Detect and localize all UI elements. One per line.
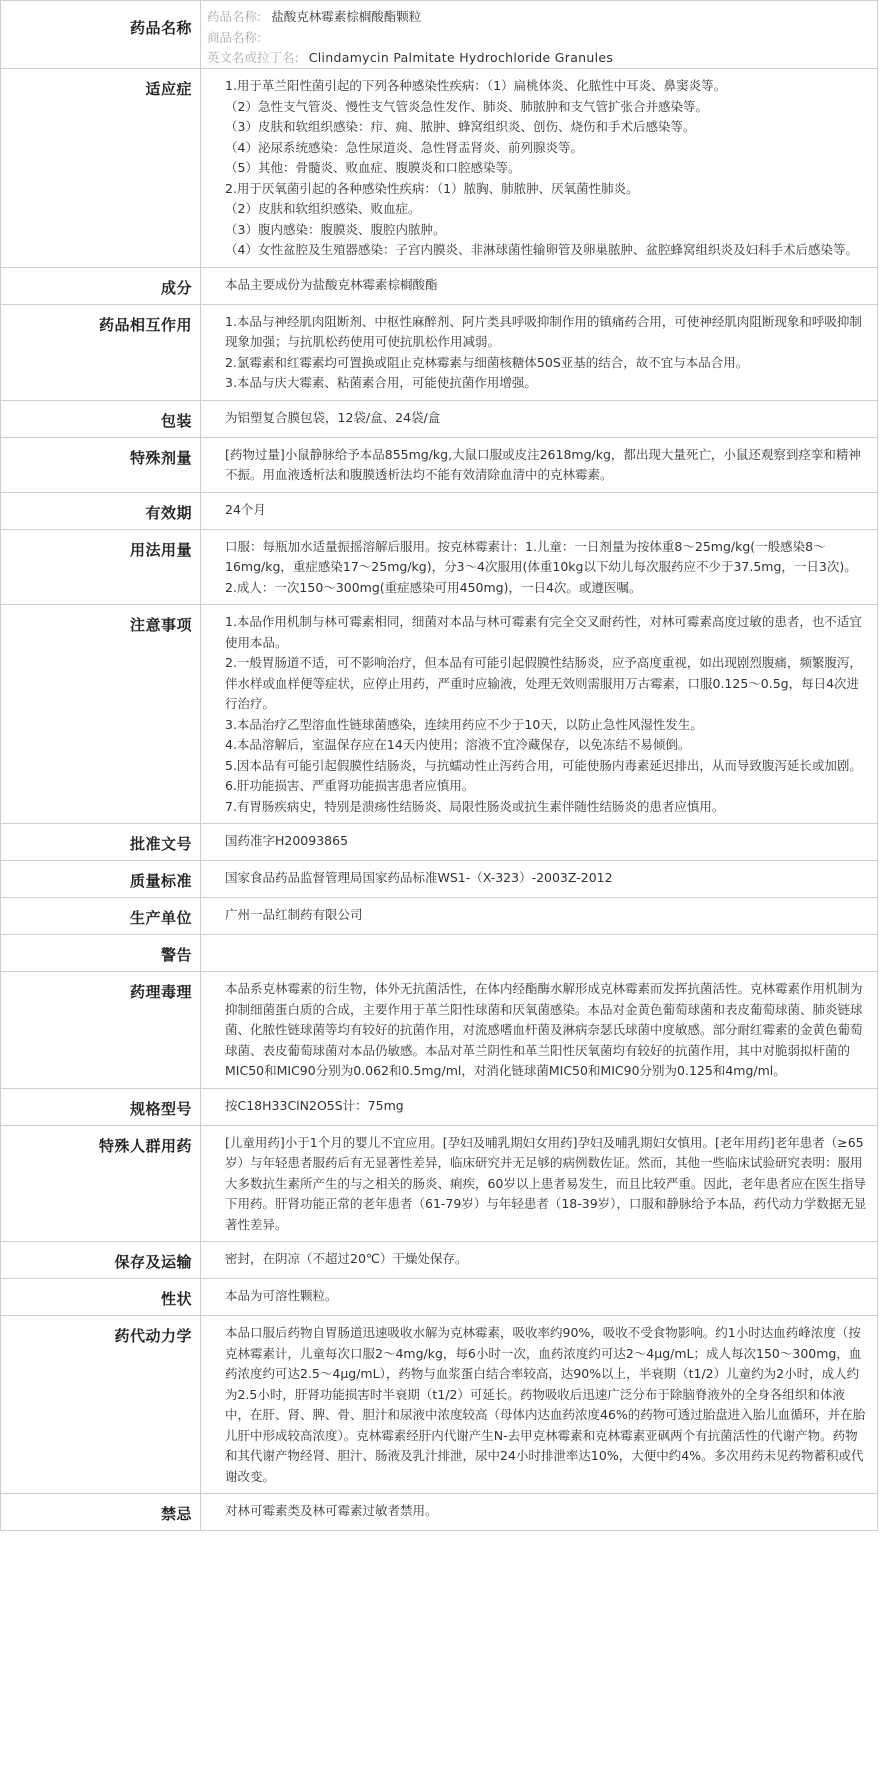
row-specification	[0, 1089, 878, 1126]
text-line: 4.本品溶解后，室温保存应在14天内使用；溶液不宜冷藏保存，以免冻结不易倾倒。	[225, 737, 691, 752]
value-interactions	[201, 305, 877, 400]
text-line: 为铝塑复合膜包袋，12袋/盒、24袋/盒	[225, 409, 441, 425]
text-line: 1.本品作用机制与林可霉素相同，细菌对本品与林可霉素有完全交叉耐药性，对林可霉素高度过敏的患者，也不适宜使用本品。	[225, 614, 862, 650]
value-contraindications	[201, 1494, 877, 1530]
text-line: 3.本品治疗乙型溶血性链球菌感染，连续用药应不少于10天，以防止急性风湿性发生。	[225, 716, 703, 732]
text-line: 本品系克林霉素的衍生物，体外无抗菌活性，在体内经酯酶水解形成克林霉素而发挥抗菌活性。克林霉素作用机制为抑制细菌蛋白质的合成，主要作用于革兰阳性球菌和厌氧菌感染。本品对金黄色葡萄球菌和表皮葡萄球菌、肺炎链球菌、化脓性链球菌等均有较好的抗菌作用，对流感嗜血杆菌及淋病奈瑟氏球菌中度敏感。部分耐红霉素的金黄色葡萄球菌、表皮葡萄球菌对本品仍敏感。本品对革兰阴性和革兰阳性厌氧菌均有较好的抗菌作用，其中对脆弱拟杆菌的MIC50和MIC90分别为0.062和0.5mg/ml，对消化链球菌MIC50和MIC90分别为0.125和4mg/ml。	[225, 981, 863, 1078]
text-line: 国家食品药品监督管理局国家药品标准WS1-（X-323）-2003Z-2012	[225, 870, 613, 885]
row-manufacturer	[0, 898, 878, 935]
label-specification: 规格型号	[1, 1089, 201, 1125]
text-line: 1.本品与神经肌肉阻断剂、中枢性麻醉剂、阿片类具呼吸抑制作用的镇痛药合用，可使神经肌肉阻断现象和呼吸抑制现象加强；与抗肌松药使用可使抗肌松作用减弱。	[225, 313, 862, 349]
label-indications: 适应症	[1, 69, 201, 267]
row-pharmacokinetics	[0, 1316, 878, 1494]
row-special-population	[0, 1126, 878, 1243]
value-dosage	[201, 530, 877, 605]
label-interactions: 药品相互作用	[1, 305, 201, 400]
label-pharmacology: 药理毒理	[1, 972, 201, 1088]
row-overdose	[0, 438, 878, 493]
text-line: （2）急性支气管炎、慢性支气管炎急性发作、肺炎、肺脓肿和支气管扩张合并感染等。	[225, 98, 708, 114]
label-overdose: 特殊剂量	[1, 438, 201, 492]
text-line: 对林可霉素类及林可霉素过敏者禁用。	[225, 1503, 438, 1518]
label-drug-name: 药品名称	[1, 1, 201, 68]
label-dosage: 用法用量	[1, 530, 201, 605]
value-pharmacology	[201, 972, 877, 1088]
label-manufacturer: 生产单位	[1, 898, 201, 934]
value-storage	[201, 1242, 877, 1278]
row-interactions	[0, 305, 878, 401]
label-special-population: 特殊人群用药	[1, 1126, 201, 1242]
text-line: 本品为可溶性颗粒。	[225, 1288, 338, 1303]
row-dosage	[0, 530, 878, 606]
value-precautions	[201, 605, 877, 823]
generic-name-value: 盐酸克林霉素棕榈酸酯颗粒	[271, 9, 422, 24]
value-ingredients	[201, 268, 877, 304]
text-line: 2.用于厌氧菌引起的各种感染性疾病：（1）脓胸、肺脓肿、厌氧菌性肺炎。	[225, 180, 639, 196]
text-line: （2）皮肤和软组织感染、败血症。	[225, 201, 421, 216]
label-precautions: 注意事项	[1, 605, 201, 823]
text-line: 2.氯霉素和红霉素均可置换或阻止克林霉素与细菌核糖体50S亚基的结合，故不宜与本品合用。	[225, 354, 749, 370]
text-line: 密封，在阴凉（不超过20℃）干燥处保存。	[225, 1251, 468, 1266]
text-line: （5）其他：骨髓炎、败血症、腹膜炎和口腔感染等。	[225, 160, 521, 175]
text-line: [药物过量]小鼠静脉给予本品855mg/kg,大鼠口服或皮注2618mg/kg，都出现大量死亡，小鼠还观察到痉挛和精神不振。用血液透析法和腹膜透析法均不能有效清除血清中的克林霉素。	[225, 446, 861, 482]
value-specification	[201, 1089, 877, 1125]
row-drug-name	[0, 1, 878, 69]
trade-name-key: 商品名称:	[207, 29, 262, 45]
label-contraindications: 禁忌	[1, 1494, 201, 1530]
value-quality	[201, 861, 877, 897]
text-line: （3）腹内感染：腹膜炎、腹腔内脓肿。	[225, 221, 446, 237]
text-line: 6.肝功能损害、严重肾功能损害患者应慎用。	[225, 778, 475, 793]
value-appearance	[201, 1279, 877, 1315]
value-drug-name	[201, 1, 877, 68]
label-pharmacokinetics: 药代动力学	[1, 1316, 201, 1493]
value-overdose	[201, 438, 877, 492]
row-packaging	[0, 401, 878, 438]
text-line: 24个月	[225, 501, 266, 517]
text-line: （4）女性盆腔及生殖器感染：子宫内膜炎、非淋球菌性输卵管及卵巢脓肿、盆腔蜂窝组织炎及妇科手术后感染等。	[225, 242, 858, 257]
row-validity	[0, 493, 878, 530]
label-validity: 有效期	[1, 493, 201, 529]
text-line: 5.因本品有可能引起假膜性结肠炎，与抗蠕动性止泻药合用，可能使肠内毒素延迟排出，从而导致腹泻延长或加剧。	[225, 757, 862, 773]
text-line: 2.成人：一次150～300mg(重症感染可用450mg)，一日4次。或遵医嘱。	[225, 579, 642, 595]
english-name-value: Clindamycin Palmitate Hydrochloride Granules	[308, 50, 614, 65]
row-approval	[0, 824, 878, 861]
text-line: [儿童用药]小于1个月的婴儿不宜应用。[孕妇及哺乳期妇女用药]孕妇及哺乳期妇女慎用。[老年用药]老年患者（≥65岁）与年轻患者服药后有无显著性差异，临床研究并无足够的病例数佐证。然而，其他一些临床试验研究表明：服用大多数抗生素所产生的与之相关的肠炎、痢疾，60岁以上患者易发生，而且比较严重。因此，老年患者应在医生指导下用药。肝肾功能正常的老年患者（61-79岁）与年轻患者（18-39岁），口服和静脉给予本品，药代动力学数据无显著性差异。	[225, 1134, 867, 1232]
label-ingredients: 成分	[1, 268, 201, 304]
label-quality: 质量标准	[1, 861, 201, 897]
value-packaging	[201, 401, 877, 437]
row-indications	[0, 69, 878, 268]
text-line: 按C18H33ClN2O5S计：75mg	[225, 1097, 404, 1113]
row-storage	[0, 1242, 878, 1279]
label-approval: 批准文号	[1, 824, 201, 860]
row-ingredients	[0, 268, 878, 305]
row-pharmacology	[0, 972, 878, 1089]
text-line: 国药准字H20093865	[225, 833, 349, 848]
value-special-population	[201, 1126, 877, 1242]
text-line: 7.有胃肠疾病史，特别是溃疡性结肠炎、局限性肠炎或抗生素伴随性结肠炎的患者应慎用。	[225, 798, 725, 814]
text-line: 本品主要成份为盐酸克林霉素棕榈酸酯	[225, 276, 438, 292]
value-manufacturer	[201, 898, 877, 934]
text-line: 本品口服后药物自胃肠道迅速吸收水解为克林霉素，吸收率约90%，吸收不受食物影响。约1小时达血药峰浓度（按克林霉素计，儿童每次口服2～4mg/kg，每6小时一次，血药浓度约可达2～4μg/mL；成人每次150～300mg，血药浓度约可达2.5～4μg/mL），药物与血浆蛋白结合率较高，达90%以上，半衰期（t1/2）儿童约为2小时，成人约为2.5小时，肝肾功能损害时半衰期（t1/2）可延长。药物吸收后迅速广泛分布于除脑脊液外的全身各组织和体液中，在肝、肾、脾、骨、胆汁和尿液中浓度较高（母体内达血药浓度46%的药物可透过胎盘进入胎儿血循环，并在胎儿肝中形成较高浓度）。克林霉素经肝内代谢产生N-去甲克林霉素和克林霉素亚砜两个有抗菌活性的代谢产物。药物和其代谢产物经肾、胆汁、肠液及乳汁排泄，尿中24小时排泄率达10%，大便中约4%。多次用药未见药物蓄积或代谢改变。	[225, 1325, 866, 1484]
row-precautions	[0, 605, 878, 824]
label-packaging: 包装	[1, 401, 201, 437]
value-indications	[201, 69, 877, 267]
value-approval	[201, 824, 877, 860]
text-line: （3）皮肤和软组织感染：疖、痈、脓肿、蜂窝组织炎、创伤、烧伤和手术后感染等。	[225, 119, 696, 134]
text-line: 广州一品红制药有限公司	[225, 907, 363, 922]
value-pharmacokinetics	[201, 1316, 877, 1493]
row-appearance	[0, 1279, 878, 1316]
row-warning	[0, 935, 878, 972]
text-line: 口服：每瓶加水适量振摇溶解后服用。按克林霉素计：1.儿童：一日剂量为按体重8～25mg/kg(一般感染8～16mg/kg，重症感染17～25mg/kg)，分3～4次服用(体重10kg以下幼儿每次服药应不少于37.5mg，一日3次)。	[225, 538, 857, 574]
value-warning	[201, 935, 877, 971]
text-line: （4）泌尿系统感染：急性尿道炎、急性肾盂肾炎、前列腺炎等。	[225, 139, 583, 155]
text-line: 3.本品与庆大霉素、粘菌素合用，可能使抗菌作用增强。	[225, 375, 537, 390]
row-contraindications	[0, 1494, 878, 1531]
text-line: 2.一般胃肠道不适，可不影响治疗，但本品有可能引起假膜性结肠炎，应予高度重视，如出现剧烈腹痛，频繁腹泻，伴水样或血样便等症状，应停止用药，严重时应输液，处理无效则需服用万古霉素，口服0.125～0.5g，每日4次进行治疗。	[225, 655, 862, 711]
row-quality	[0, 861, 878, 898]
text-line: 1.用于革兰阳性菌引起的下列各种感染性疾病：（1）扁桃体炎、化脓性中耳炎、鼻窦炎等。	[225, 78, 727, 93]
label-warning: 警告	[1, 935, 201, 971]
generic-name-key: 药品名称:	[207, 9, 262, 24]
label-storage: 保存及运输	[1, 1242, 201, 1278]
english-name-key: 英文名或拉丁名:	[207, 50, 299, 65]
label-appearance: 性状	[1, 1279, 201, 1315]
value-validity	[201, 493, 877, 529]
